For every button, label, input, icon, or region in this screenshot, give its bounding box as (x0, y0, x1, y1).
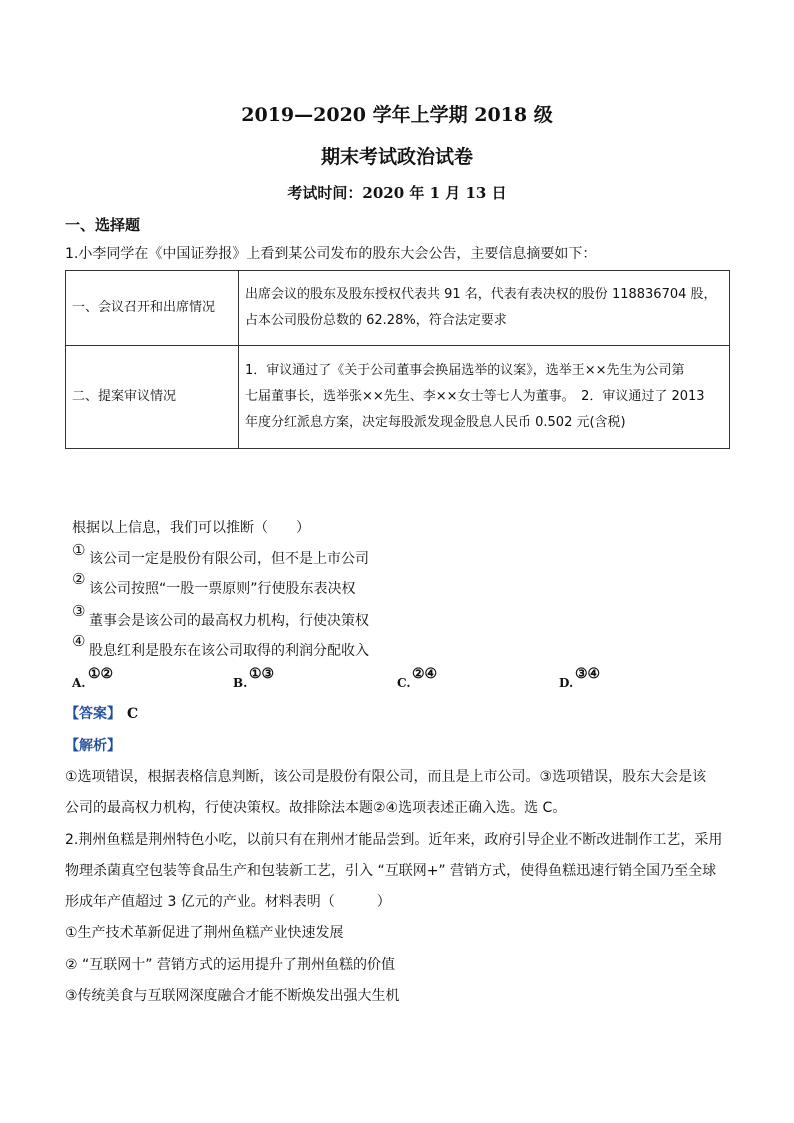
option-letter: A. (72, 676, 86, 690)
option-letter: C. (397, 676, 411, 690)
statement-text: 该公司按照“一股一票原则”行使股东表决权 (89, 581, 356, 597)
q1-stem: 1.小李同学在《中国证券报》上看到某公司发布的股东大会公告，主要信息摘要如下： (65, 246, 597, 262)
table-cell-line: 占本公司股份总数的 62.28%，符合法定要求 (245, 313, 507, 328)
table-cell-line: 七届董事长，选举张××先生、李××女士等七人为董事。 2．审议通过了 2013 (245, 389, 705, 404)
option-value: ②④ (412, 666, 438, 682)
table-row (66, 271, 730, 346)
table-cell-label: 一、会议召开和出席情况 (66, 271, 239, 346)
exam-title-line2: 期末考试政治试卷 (320, 146, 473, 168)
answer-value: C (127, 706, 139, 722)
statement-text: 该公司一定是股份有限公司，但不是上市公司 (89, 551, 369, 567)
option-value: ③④ (575, 666, 601, 682)
statement-mark: ② (72, 570, 86, 588)
option-letter: B. (233, 676, 248, 690)
q2-stem-line: 物理杀菌真空包装等食品生产和包装新工艺，引入 “互联网+” 营销方式，使得鱼糕迅速行销全国乃至全球 (65, 863, 717, 879)
notice-table (65, 270, 730, 449)
option-value: ①② (88, 666, 114, 682)
q2-statement: ② “互联网十” 营销方式的运用提升了荆州鱼糕的价值 (65, 957, 395, 973)
answer-label: 【答案】 (65, 706, 121, 722)
q2-stem-line: 2.荆州鱼糕是荆州特色小吃，以前只有在荆州才能品尝到。近年来，政府引导企业不断改进制作工艺，采用 (65, 832, 723, 848)
exam-time: 考试时间：2020 年 1 月 13 日 (287, 184, 507, 202)
exam-title-line1: 2019—2020 学年上学期 2018 级 (241, 104, 553, 126)
option-letter: D. (559, 676, 574, 690)
table-cell-content (239, 271, 730, 346)
statement-text: 董事会是该公司的最高权力机构，行使决策权 (89, 613, 369, 629)
analysis-line: ①选项错误，根据表格信息判断，该公司是股份有限公司，而且是上市公司。③选项错误，股东大会是该 (65, 769, 707, 785)
analysis-line: 公司的最高权力机构，行使决策权。故排除法本题②④选项表述正确入选。选 C。 (65, 800, 567, 816)
q1-question: 根据以上信息，我们可以推断（ ） (72, 520, 310, 536)
q2-statement: ③传统美食与互联网深度融合才能不断焕发出强大生机 (65, 988, 400, 1004)
analysis-label: 【解析】 (65, 738, 121, 754)
statement-text: 股息红利是股东在该公司取得的利润分配收入 (89, 643, 369, 659)
table-cell-line: 年度分红派息方案，决定每股派发现金股息人民币 0.502 元(含税) (245, 415, 626, 430)
section-heading: 一、选择题 (65, 216, 141, 234)
table-cell-line: 出席会议的股东及股东授权代表共 91 名，代表有表决权的股份 118836704 股， (245, 287, 717, 302)
statement-mark: ③ (72, 602, 86, 620)
table-cell-label: 二、提案审议情况 (66, 346, 239, 449)
statement-mark: ④ (72, 632, 86, 650)
table-row (66, 346, 730, 449)
q2-statement: ①生产技术革新促进了荆州鱼糕产业快速发展 (65, 925, 344, 941)
statement-mark: ① (72, 541, 86, 559)
q2-stem-line: 形成年产值超过 3 亿元的产业。材料表明（ ） (65, 894, 391, 910)
table-cell-content (239, 346, 730, 449)
option-value: ①③ (249, 666, 275, 682)
table-cell-line: 1．审议通过了《关于公司董事会换届选举的议案》，选举王××先生为公司第 (245, 363, 685, 378)
